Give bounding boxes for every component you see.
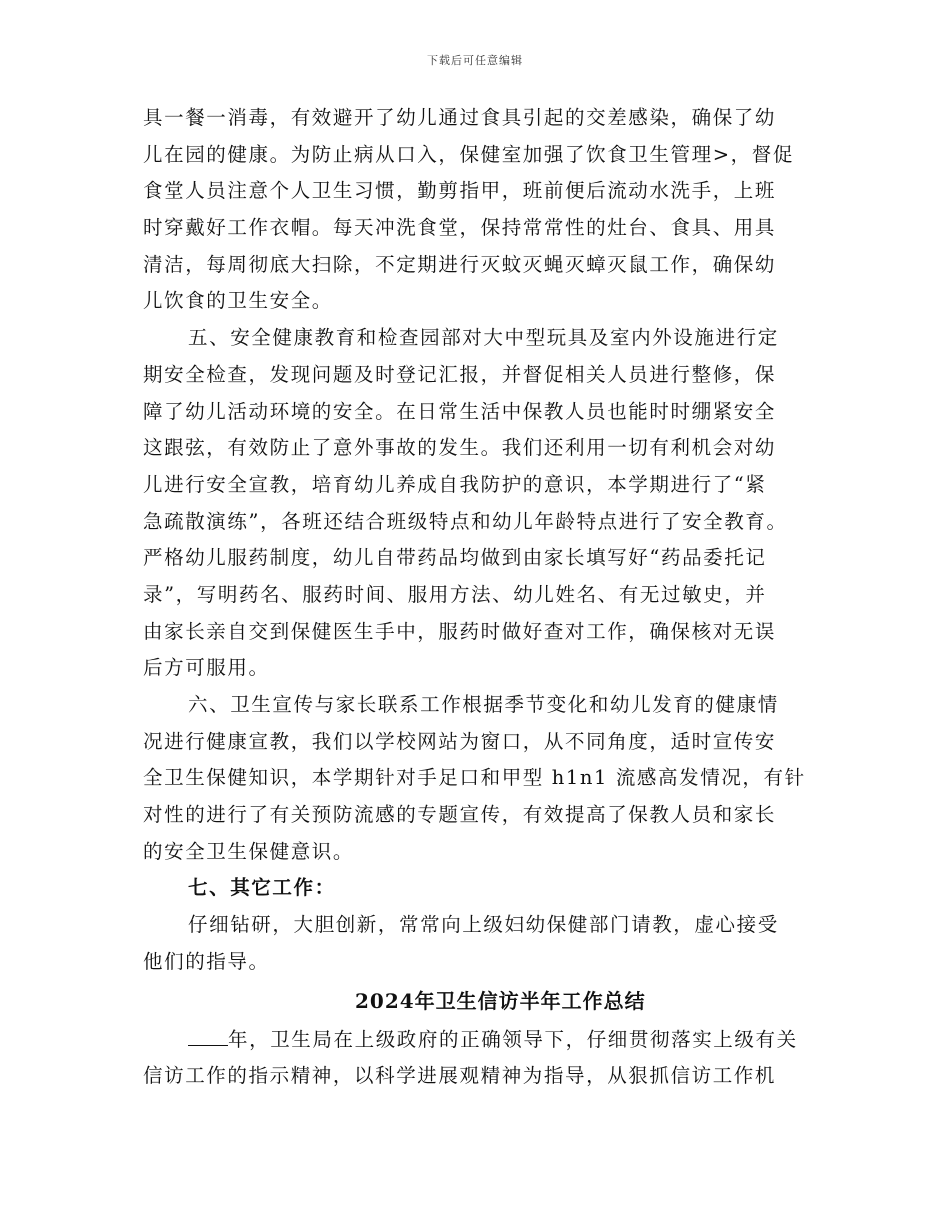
text-line: 况进行健康宣教，我们以学校网站为窗口，从不同角度，适时宣传安 xyxy=(143,729,777,753)
text-line: 录”，写明药名、服药时间、服用方法、幼儿姓名、有无过敏史，并 xyxy=(143,582,767,606)
text-line: 急疏散演练”，各班还结合班级特点和幼儿年龄特点进行了安全教育。 xyxy=(143,509,788,533)
text-line: 儿饮食的卫生安全。 xyxy=(143,289,333,313)
text-line: 仔细钻研，大胆创新，常常向上级妇幼保健部门请教，虚心接受 xyxy=(188,913,779,937)
text-line: 严格幼儿服药制度，幼儿自带药品均做到由家长填写好“药品委托记 xyxy=(143,546,767,570)
report-title: 2024年卫生信访半年工作总结 xyxy=(355,988,646,1013)
text-line: 时穿戴好工作衣帽。每天冲洗食堂，保持常常性的灶台、食具、用具 xyxy=(143,216,777,240)
text-line: 他们的指导。 xyxy=(143,949,270,973)
text-line: 这跟弦，有效防止了意外事故的发生。我们还利用一切有利机会对幼 xyxy=(143,436,777,460)
text-line: 儿在园的健康。为防止病从口入，保健室加强了饮食卫生管理>，督促 xyxy=(143,142,794,166)
text-line: 六、卫生宣传与家长联系工作根据季节变化和幼儿发育的健康情 xyxy=(188,693,779,716)
text-line: 全卫生保健知识，本学期针对手足口和甲型 h1n1 流感高发情况，有针 xyxy=(143,766,806,790)
paragraph-other-work xyxy=(143,907,823,980)
text-line: 清洁，每周彻底大扫除，不定期进行灭蚊灭蝇灭蟑灭鼠工作，确保幼 xyxy=(143,252,777,276)
text-line: 儿进行安全宣教，培育幼儿养成自我防护的意识，本学期进行了“紧 xyxy=(143,472,767,496)
text-line: 食堂人员注意个人卫生习惯，勤剪指甲，班前便后流动水洗手，上班 xyxy=(143,179,777,203)
paragraph-safety xyxy=(143,320,823,687)
text-line: 障了幼儿活动环境的安全。在日常生活中保教人员也能时时绷紧安全 xyxy=(143,399,777,423)
text-line: 五、安全健康教育和检查园部对大中型玩具及室内外设施进行定 xyxy=(188,326,779,350)
section-heading: 七、其它工作： xyxy=(188,876,336,900)
paragraph-hygiene xyxy=(143,100,823,320)
page-header: 下载后可任意编辑 xyxy=(427,54,523,67)
text-line: 由家长亲自交到保健医生手中，服药时做好查对工作，确保核对无误 xyxy=(143,619,777,643)
document-body xyxy=(143,100,823,1095)
blank-underline xyxy=(188,1023,228,1046)
text-line: 具一餐一消毒，有效避开了幼儿通过食具引起的交差感染，确保了幼 xyxy=(143,106,777,129)
paragraph-publicity xyxy=(143,687,823,870)
text-line: 期安全检查，发现问题及时登记汇报，并督促相关人员进行整修，保 xyxy=(143,362,777,386)
paragraph-opening xyxy=(143,1022,823,1095)
text-line: 后方可服用。 xyxy=(143,656,270,680)
text-line: 信访工作的指示精神，以科学进展观精神为指导，从狠抓信访工作机 xyxy=(143,1064,777,1088)
text-span: 年，卫生局在上级政府的正确领导下，仔细贯彻落实上级有关 xyxy=(228,1027,798,1051)
text-line: 的安全卫生保健意识。 xyxy=(143,839,355,863)
text-line: 对性的进行了有关预防流感的专题宣传，有效提高了保教人员和家长 xyxy=(143,803,777,827)
text-line xyxy=(143,1022,823,1059)
